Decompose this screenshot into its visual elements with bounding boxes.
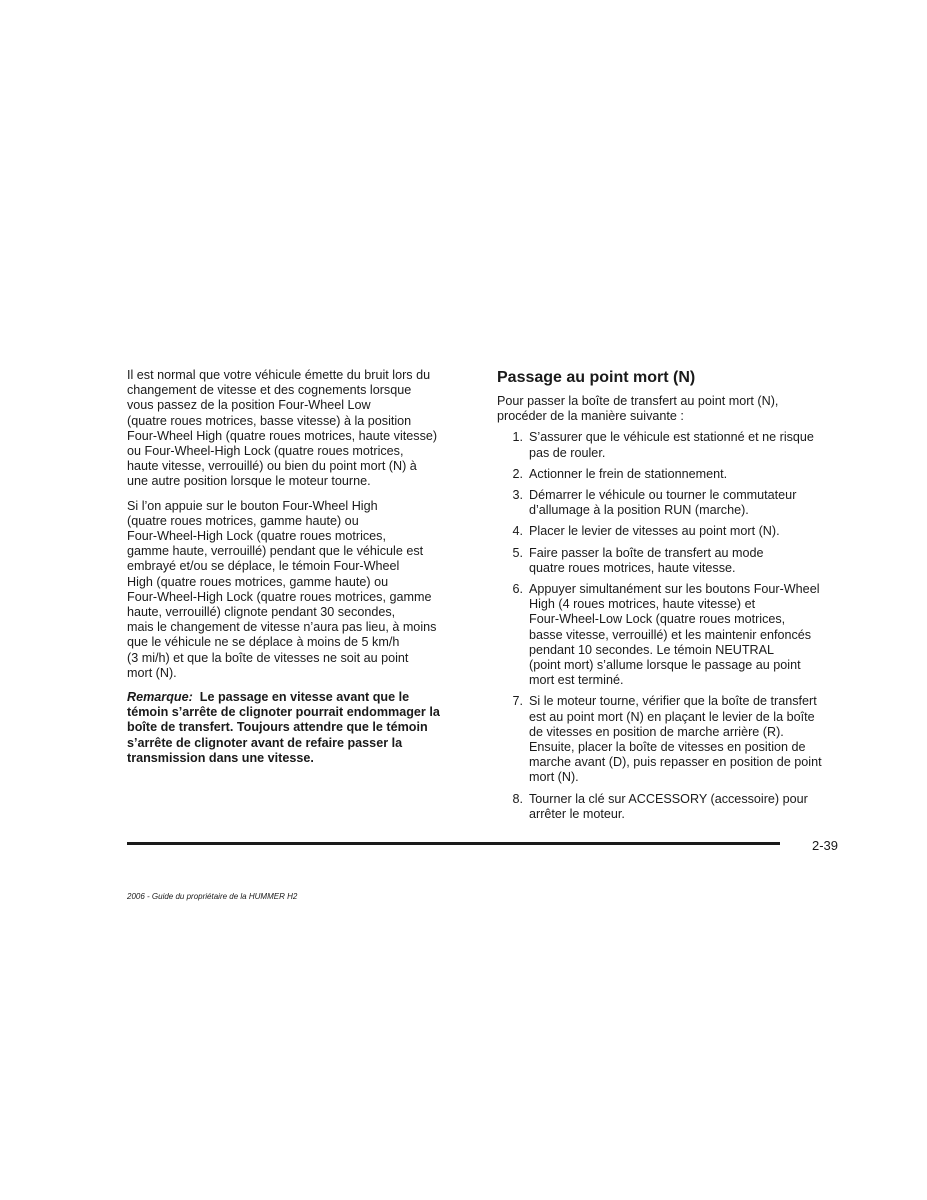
step-text: S’assurer que le véhicule est stationné et ne risque pas de rouler. <box>529 430 814 460</box>
bottom-rule <box>127 842 780 845</box>
step-text: Placer le levier de vitesses au point mort (N). <box>529 524 780 539</box>
note-label: Remarque: <box>127 690 193 705</box>
section-intro: Pour passer la boîte de transfert au point mort (N), procéder de la manière suivante : <box>497 394 779 424</box>
list-item <box>497 582 843 688</box>
step-number: 6. <box>512 582 523 597</box>
step-number: 5. <box>512 545 523 560</box>
list-item <box>497 524 843 539</box>
left-column <box>127 368 473 766</box>
step-text: Faire passer la boîte de transfert au mode quatre roues motrices, haute vitesse. <box>529 545 764 575</box>
step-text: Démarrer le véhicule ou tourner le commutateur d’allumage à la position RUN (marche). <box>529 488 797 518</box>
paragraph-button-info: Si l’on appuie sur le bouton Four-Wheel High (quatre roues motrices, gamme haute) ou Four-Wheel-High Lock (quatre roues motrices, gamme haute, verrouillé) pendant que le véhicule est embrayé et/ou se déplace, le témoin Four-Wheel High (quatre roues motrices, gamme haute) ou Four-Wheel-High Lock (quatre roues motrices, gamme haute, verrouillé) clignote pendant 30 secondes, mais le changement de vitesse n’aura pas lieu, à moins que le véhicule ne se déplace à moins de 5 km/h (3 mi/h) et que la boîte de vitesses ne soit au point mort (N). <box>127 498 437 680</box>
step-text: Appuyer simultanément sur les boutons Four-Wheel High (4 roues motrices, haute vitesse) et Four-Wheel-Low Lock (quatre roues motrices, basse vitesse, verrouillé) et les maintenir enfoncés pendant 10 secondes. Le témoin NEUTRAL (point mort) s’allume lorsque le passage au point mort est terminé. <box>529 582 820 688</box>
list-item <box>497 467 843 482</box>
paragraph-noise-info: Il est normal que votre véhicule émette du bruit lors du changement de vitesse et des cognements lorsque vous passez de la position Four-Wheel Low (quatre roues motrices, basse vitesse) à la position Four-Wheel High (quatre roues motrices, haute vitesse) ou Four-Wheel-High Lock (quatre roues motrices, haute vitesse, verrouillé) ou bien du point mort (N) à une autre position lorsque le moteur tourne. <box>127 368 438 489</box>
right-column <box>497 368 843 828</box>
step-number: 2. <box>512 466 523 481</box>
footer-text: 2006 - Guide du propriétaire de la HUMMER H2 <box>127 892 298 901</box>
list-item <box>497 488 843 518</box>
step-number: 8. <box>512 791 523 806</box>
list-item <box>497 792 843 822</box>
step-number: 3. <box>512 488 523 503</box>
note-text: Le passage en vitesse avant que le témoin s’arrête de clignoter pourrait endommager la boîte de transfert. Toujours attendre que le témoin s’arrête de clignoter avant de refaire passer la transmission dans une vitesse. <box>127 690 440 765</box>
step-text: Si le moteur tourne, vérifier que la boîte de transfert est au point mort (N) en plaçant le levier de la boîte de vitesses en position de marche arrière (R). Ensuite, placer la boîte de vitesses en position de marche avant (D), puis repasser en position de point mort (N). <box>529 694 822 785</box>
step-number: 4. <box>512 524 523 539</box>
section-heading: Passage au point mort (N) <box>497 369 696 386</box>
list-item <box>497 694 843 785</box>
list-item <box>497 546 843 576</box>
page-number: 2-39 <box>812 838 839 853</box>
steps-list <box>497 430 843 822</box>
step-number: 1. <box>512 430 523 445</box>
step-text: Actionner le frein de stationnement. <box>529 466 728 481</box>
list-item <box>497 430 843 460</box>
step-text: Tourner la clé sur ACCESSORY (accessoire) pour arrêter le moteur. <box>529 791 808 821</box>
note <box>127 690 473 766</box>
step-number: 7. <box>512 694 523 709</box>
